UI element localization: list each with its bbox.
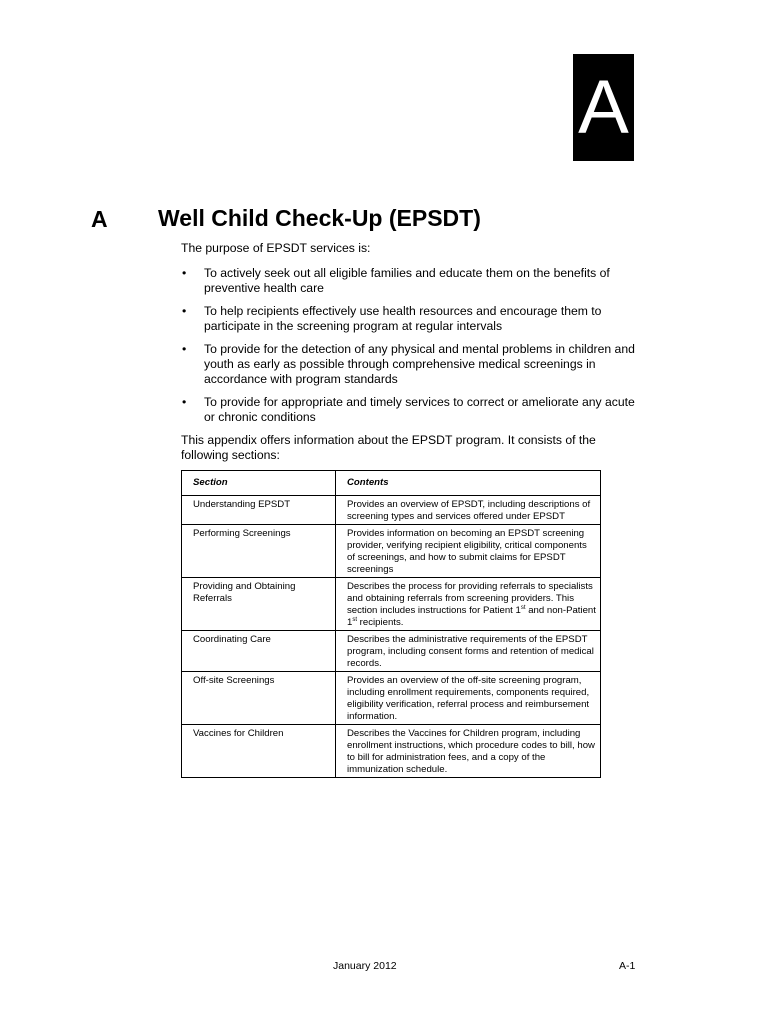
contents-cell: Provides an overview of the off-site screening program, including enrollment requirements, components required, eligibility verification, referral process and reimbursement information. — [336, 672, 601, 725]
table-row — [182, 672, 601, 725]
table-row — [182, 631, 601, 672]
body-text — [181, 241, 641, 463]
table-row — [182, 496, 601, 525]
list-item-text: To provide for the detection of any physical and mental problems in children and youth as early as possible through comprehensive medical screenings in accordance with program standards — [204, 342, 635, 386]
superscript-st: st — [352, 616, 358, 623]
contents-cell: Describes the Vaccines for Children program, including enrollment instructions, which procedure codes to bill, how to bill for administration fees, and a copy of the immunization schedule. — [336, 725, 601, 778]
contents-text: Describes the process for providing referrals to specialists and obtaining referrals from screening providers. This section includes instructions for Patient 1 — [347, 581, 593, 616]
table-row — [182, 725, 601, 778]
superscript-st: st — [520, 604, 526, 611]
section-cell: Coordinating Care — [182, 631, 336, 672]
table-row — [182, 525, 601, 578]
contents-cell: Provides information on becoming an EPSDT screening provider, verifying recipient eligibility, critical components of screenings, and how to submit claims for EPSDT screenings — [336, 525, 601, 578]
tab-letter: A — [578, 64, 629, 150]
list-item-text: To actively seek out all eligible families and educate them on the benefits of preventive health care — [204, 266, 610, 295]
section-cell: Vaccines for Children — [182, 725, 336, 778]
section-cell: Understanding EPSDT — [182, 496, 336, 525]
list-item-text: To provide for appropriate and timely services to correct or ameliorate any acute or chronic conditions — [204, 395, 635, 424]
sections-table — [181, 470, 601, 778]
section-cell: Off-site Screenings — [182, 672, 336, 725]
bullet-icon: • — [182, 304, 187, 318]
appendix-paragraph: This appendix offers information about the EPSDT program. It consists of the following sections: — [181, 433, 596, 462]
section-tab-marker — [573, 54, 634, 161]
contents-text: recipients. — [357, 617, 404, 628]
section-cell: Providing and Obtaining Referrals — [182, 578, 336, 631]
column-header-section: Section — [182, 471, 336, 496]
list-item-text: To help recipients effectively use health resources and encourage them to participate in the screening program at regular intervals — [204, 304, 602, 333]
contents-cell: Describes the administrative requirements of the EPSDT program, including consent forms and retention of medical records. — [336, 631, 601, 672]
column-header-contents: Contents — [336, 471, 601, 496]
contents-text: and non-Patient 1 — [347, 605, 596, 628]
bullet-icon: • — [182, 266, 187, 280]
list-item — [181, 395, 641, 425]
footer-date: January 2012 — [333, 960, 397, 972]
list-item — [181, 304, 641, 334]
contents-cell: Provides an overview of EPSDT, including descriptions of screening types and services offered under EPSDT — [336, 496, 601, 525]
section-cell: Performing Screenings — [182, 525, 336, 578]
list-item — [181, 266, 641, 296]
bullet-icon: • — [182, 342, 187, 356]
list-item — [181, 342, 641, 387]
contents-cell — [336, 578, 601, 631]
purpose-list — [181, 266, 641, 425]
table-row — [182, 578, 601, 631]
table-header-row — [182, 471, 601, 496]
section-letter: A — [91, 206, 108, 232]
intro-paragraph: The purpose of EPSDT services is: — [181, 241, 371, 255]
bullet-icon: • — [182, 395, 187, 409]
footer-page-number: A-1 — [619, 960, 636, 972]
page-title: Well Child Check-Up (EPSDT) — [158, 205, 481, 231]
